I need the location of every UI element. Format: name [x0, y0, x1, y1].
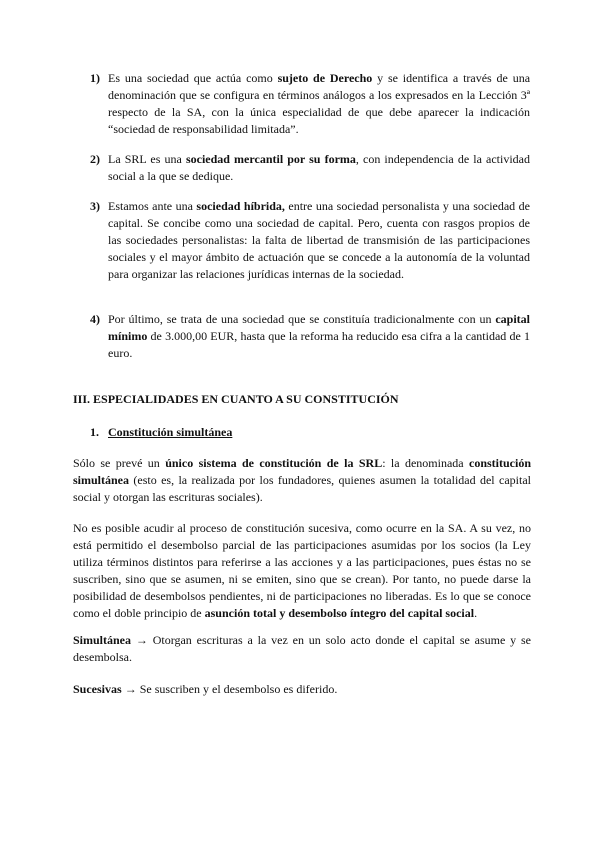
list-item-text — [108, 198, 530, 283]
text-run: y se identifica a través de una denominación que se configura en términos análogos a los expresados en la Lección 3ª respecto de la SA, con la única especialidad de que debe aparecer la indicación “sociedad de responsabilidad limitada”. — [108, 71, 531, 136]
list-number: 4) — [90, 312, 100, 326]
paragraph-simultanea — [73, 632, 531, 666]
subsection-title: Constitución simultánea — [108, 425, 233, 439]
text-run: entre una sociedad personalista y una sociedad de capital. Se concibe como una sociedad de capital. Pero, cuenta con rasgos propios de las sociedades personalistas: la falta de libertad de transmisión de las participaciones sociales y el mayor ámbito de actuación que se concede a la autonomía de la voluntad para organizar las relaciones jurídicas internas de la sociedad. — [108, 199, 530, 281]
text-run: (esto es, la realizada por los fundadores, quienes asumen la totalidad del capital social y otorgan las escrituras sociales). — [73, 473, 531, 504]
list-item-3 — [90, 198, 530, 283]
bold-term: sociedad mercantil por su forma — [185, 152, 356, 166]
text-run: Sólo se prevé un — [73, 456, 166, 470]
text-run: Por último, se trata de una sociedad que se constituía tradicionalmente con un — [108, 312, 496, 326]
paragraph-sucesivas — [73, 681, 531, 698]
bold-term: capital mínimo — [108, 312, 530, 343]
text-run: → Se suscriben y el desembolso es diferido. — [121, 682, 338, 696]
list-item-text — [108, 151, 530, 185]
bold-term: único sistema de constitución de la SRL — [165, 456, 383, 470]
text-run: La SRL es una — [108, 152, 186, 166]
text-run: . — [474, 606, 478, 620]
subsection-number: 1. — [90, 425, 99, 439]
text-run: → Otorgan escrituras a la vez en un solo acto donde el capital se asume y se desembolsa. — [73, 633, 531, 664]
bold-term: Simultánea — [73, 633, 132, 647]
list-item-1 — [90, 70, 530, 138]
list-item-text — [108, 70, 530, 138]
bold-term: Sucesivas — [73, 682, 122, 696]
paragraph-constitucion-sucesiva — [73, 520, 531, 622]
list-item-2 — [90, 151, 530, 185]
list-number: 2) — [90, 152, 100, 166]
list-number: 1) — [90, 71, 100, 85]
list-number: 3) — [90, 199, 100, 213]
bold-term: constitución simultánea — [73, 456, 532, 487]
text-run: de 3.000,00 EUR, hasta que la reforma ha reducido esa cifra a la cantidad de 1 euro. — [108, 329, 530, 360]
section-heading: III. ESPECIALIDADES EN CUANTO A SU CONSTITUCIÓN — [73, 392, 399, 406]
list-item-text — [108, 311, 530, 362]
text-run: : la denominada — [382, 456, 469, 470]
text-run: , con independencia de la actividad social a la que se dedique. — [108, 152, 531, 183]
bold-term: sociedad híbrida, — [196, 199, 285, 213]
bold-term: asunción total y desembolso íntegro del capital social — [204, 606, 475, 620]
subsection-heading — [90, 424, 232, 441]
bold-term: sujeto de Derecho — [277, 71, 373, 85]
list-item-4 — [90, 311, 530, 362]
text-run: Es una sociedad que actúa como — [108, 71, 278, 85]
text-run: No es posible acudir al proceso de constitución sucesiva, como ocurre en la SA. A su vez, no está permitido el desembolso parcial de las participaciones asumidas por los socios (la Ley utiliza términos distintos para referirse a las acciones y a las participaciones, pues éstas no se suscriben, sino que se asumen, ni se emiten, sino que se crean). Por tanto, no puede darse la posibilidad de desembolsos pendientes, ni de participaciones no liberadas. Es lo que se conoce como el doble principio de — [73, 521, 531, 620]
text-run: Estamos ante una — [108, 199, 197, 213]
paragraph-sistema-constitucion — [73, 455, 531, 506]
